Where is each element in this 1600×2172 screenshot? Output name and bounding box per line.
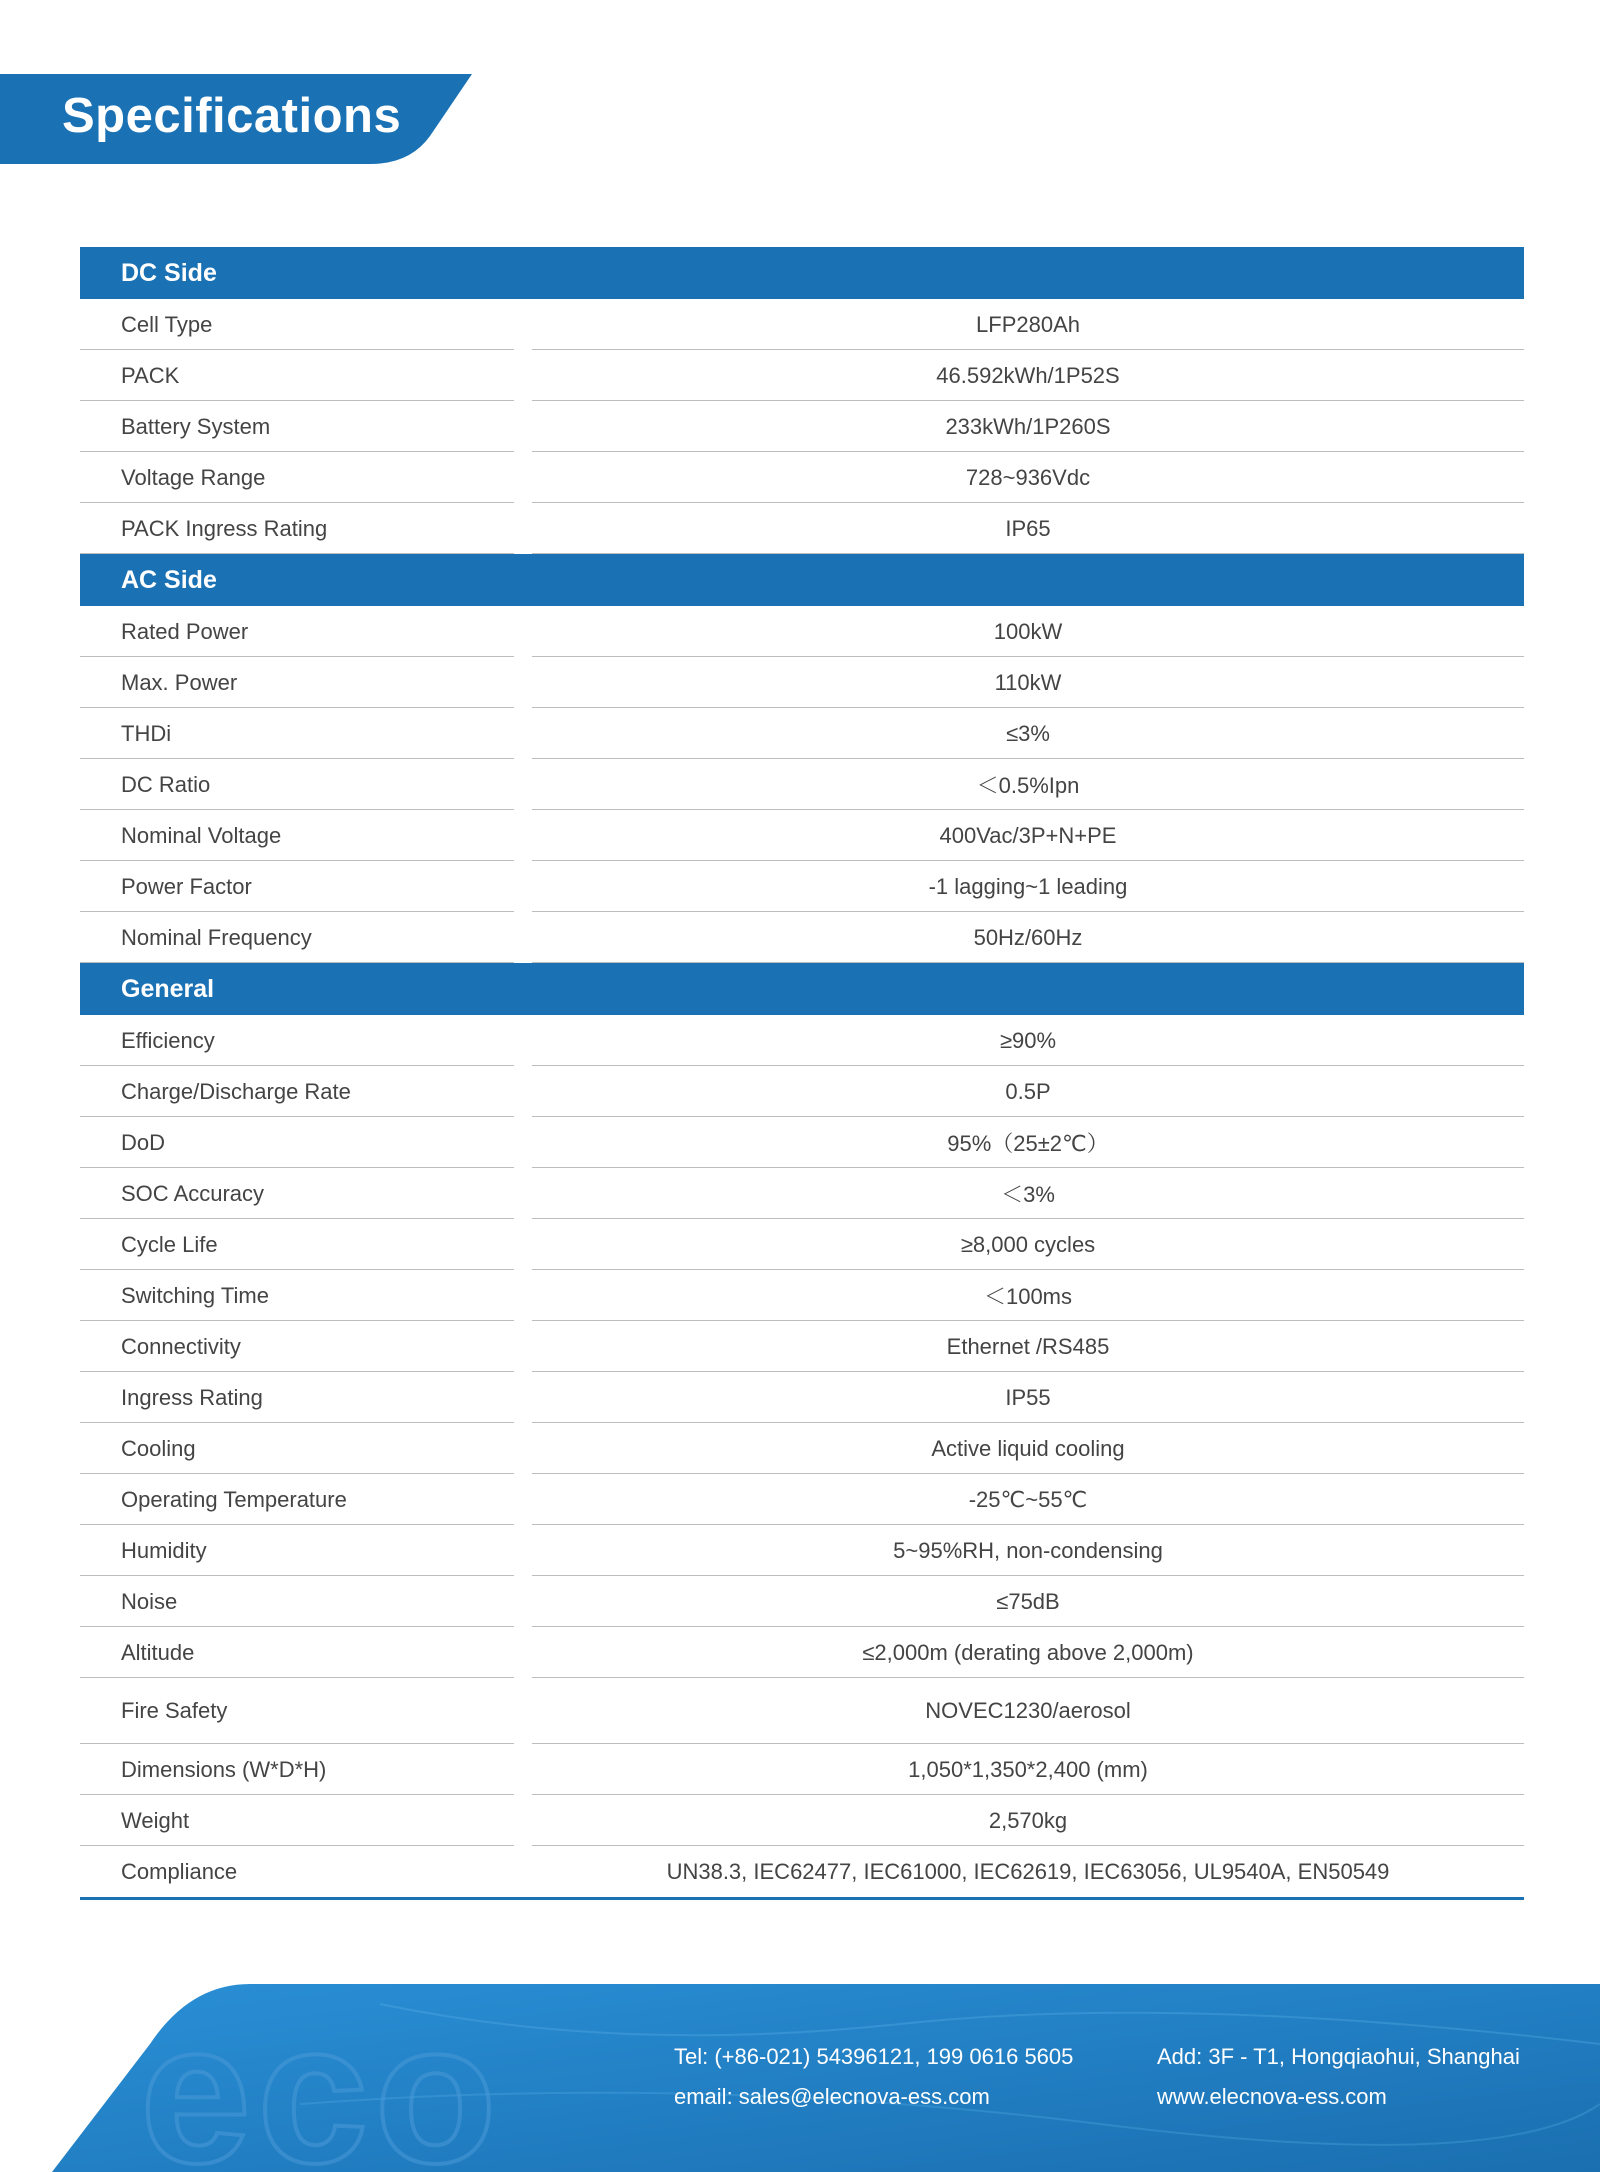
table-row xyxy=(80,606,1524,657)
table-bottom-rule xyxy=(80,1897,1524,1900)
footer-website[interactable]: www.elecnova-ess.com xyxy=(1157,2084,1387,2109)
spec-value: 46.592kWh/1P52S xyxy=(936,362,1120,388)
spec-label: Rated Power xyxy=(121,618,249,644)
footer-watermark: eco xyxy=(140,1984,503,2172)
spec-label: Nominal Frequency xyxy=(121,924,312,950)
spec-label: PACK xyxy=(121,362,180,388)
spec-label: DC Ratio xyxy=(121,771,211,797)
table-row xyxy=(80,810,1524,861)
spec-label: Ingress Rating xyxy=(121,1384,263,1410)
table-row xyxy=(80,912,1524,963)
table-row xyxy=(80,1525,1524,1576)
footer-background xyxy=(0,1984,1600,2172)
table-row xyxy=(80,1015,1524,1066)
spec-value: UN38.3, IEC62477, IEC61000, IEC62619, IEC63056, UL9540A, EN50549 xyxy=(666,1858,1390,1884)
spec-value: ＜0.5%Ipn xyxy=(976,773,1080,798)
spec-label: Weight xyxy=(121,1807,190,1833)
spec-label: Dimensions (W*D*H) xyxy=(121,1756,327,1782)
spec-value: IP55 xyxy=(1005,1384,1051,1410)
spec-value: IP65 xyxy=(1005,515,1051,541)
spec-label: Connectivity xyxy=(121,1333,241,1359)
row-divider xyxy=(532,962,1524,964)
spec-value: Ethernet /RS485 xyxy=(946,1333,1110,1359)
spec-label: Humidity xyxy=(121,1537,207,1563)
table-row xyxy=(80,1795,1524,1846)
table-row xyxy=(80,503,1524,554)
spec-value: 728~936Vdc xyxy=(965,464,1091,490)
spec-value: ≥8,000 cycles xyxy=(960,1231,1096,1257)
row-divider xyxy=(80,962,514,964)
footer-tel: Tel: (+86-021) 54396121, 199 0616 5605 xyxy=(674,2044,1074,2069)
row-divider xyxy=(80,553,514,555)
row-divider xyxy=(532,553,1524,555)
spec-value: 233kWh/1P260S xyxy=(945,413,1111,439)
table-row xyxy=(80,1066,1524,1117)
table-row xyxy=(80,1744,1524,1795)
spec-label: SOC Accuracy xyxy=(121,1180,265,1206)
spec-value: ≤3% xyxy=(1006,720,1050,746)
spec-value: ≥90% xyxy=(999,1027,1057,1053)
footer xyxy=(0,1984,1600,2172)
spec-value: 5~95%RH, non-condensing xyxy=(893,1537,1163,1563)
spec-label: DoD xyxy=(121,1129,166,1155)
spec-value: 95%（25±2℃） xyxy=(947,1131,1109,1156)
spec-value: 0.5P xyxy=(1005,1078,1051,1104)
spec-label: Noise xyxy=(121,1588,178,1614)
table-row xyxy=(80,1678,1524,1744)
spec-label: Efficiency xyxy=(121,1027,215,1053)
specifications-table xyxy=(80,247,1524,1900)
spec-label: Nominal Voltage xyxy=(121,822,282,848)
section-header-ac-side: AC Side xyxy=(80,554,1524,606)
spec-value: ≤2,000m (derating above 2,000m) xyxy=(862,1639,1194,1665)
page-title: Specifications xyxy=(62,89,402,143)
spec-label: Compliance xyxy=(121,1858,238,1884)
spec-label: Battery System xyxy=(121,413,271,439)
table-row xyxy=(80,1372,1524,1423)
spec-label: Max. Power xyxy=(121,669,238,695)
spec-value: 400Vac/3P+N+PE xyxy=(939,822,1117,848)
table-row xyxy=(80,299,1524,350)
spec-label: Voltage Range xyxy=(121,464,266,490)
table-row xyxy=(80,350,1524,401)
table-row xyxy=(80,1846,1524,1897)
spec-label: Operating Temperature xyxy=(121,1486,347,1512)
table-row xyxy=(80,1270,1524,1321)
spec-value: ＜100ms xyxy=(983,1284,1073,1309)
table-row xyxy=(80,759,1524,810)
table-row xyxy=(80,1117,1524,1168)
spec-value: LFP280Ah xyxy=(976,311,1080,337)
spec-label: Charge/Discharge Rate xyxy=(121,1078,351,1104)
spec-value: ≤75dB xyxy=(996,1588,1060,1614)
spec-value: -25℃~55℃ xyxy=(968,1486,1088,1512)
spec-value: 2,570kg xyxy=(988,1807,1068,1833)
footer-email[interactable]: email: sales@elecnova-ess.com xyxy=(674,2084,990,2109)
spec-label: Altitude xyxy=(121,1639,195,1665)
table-row xyxy=(80,452,1524,503)
spec-label: Switching Time xyxy=(121,1282,269,1308)
spec-value: 100kW xyxy=(993,618,1063,644)
spec-label: THDi xyxy=(121,720,172,746)
table-row xyxy=(80,1219,1524,1270)
table-row xyxy=(80,1474,1524,1525)
spec-label: Cell Type xyxy=(121,311,213,337)
table-row xyxy=(80,657,1524,708)
spec-value: 50Hz/60Hz xyxy=(973,924,1083,950)
table-row xyxy=(80,1321,1524,1372)
table-row xyxy=(80,1168,1524,1219)
spec-value: 1,050*1,350*2,400 (mm) xyxy=(908,1756,1148,1782)
table-row xyxy=(80,1423,1524,1474)
spec-value: NOVEC1230/aerosol xyxy=(925,1698,1131,1723)
table-row xyxy=(80,708,1524,759)
spec-value: 110kW xyxy=(994,669,1062,695)
table-row xyxy=(80,401,1524,452)
spec-value: ＜3% xyxy=(1001,1182,1055,1207)
page-title-banner xyxy=(0,74,472,164)
spec-label: Fire Safety xyxy=(121,1698,228,1723)
spec-value: Active liquid cooling xyxy=(931,1435,1125,1461)
spec-label: Power Factor xyxy=(121,873,252,899)
spec-value: -1 lagging~1 leading xyxy=(928,873,1128,899)
footer-address: Add: 3F - T1, Hongqiaohui, Shanghai xyxy=(1157,2044,1520,2069)
table-row xyxy=(80,1576,1524,1627)
spec-label: PACK Ingress Rating xyxy=(121,515,328,541)
spec-label: Cooling xyxy=(121,1435,196,1461)
section-header-general: General xyxy=(80,963,1524,1015)
table-row xyxy=(80,861,1524,912)
section-header-dc-side: DC Side xyxy=(80,247,1524,299)
spec-label: Cycle Life xyxy=(121,1231,218,1257)
table-row xyxy=(80,1627,1524,1678)
